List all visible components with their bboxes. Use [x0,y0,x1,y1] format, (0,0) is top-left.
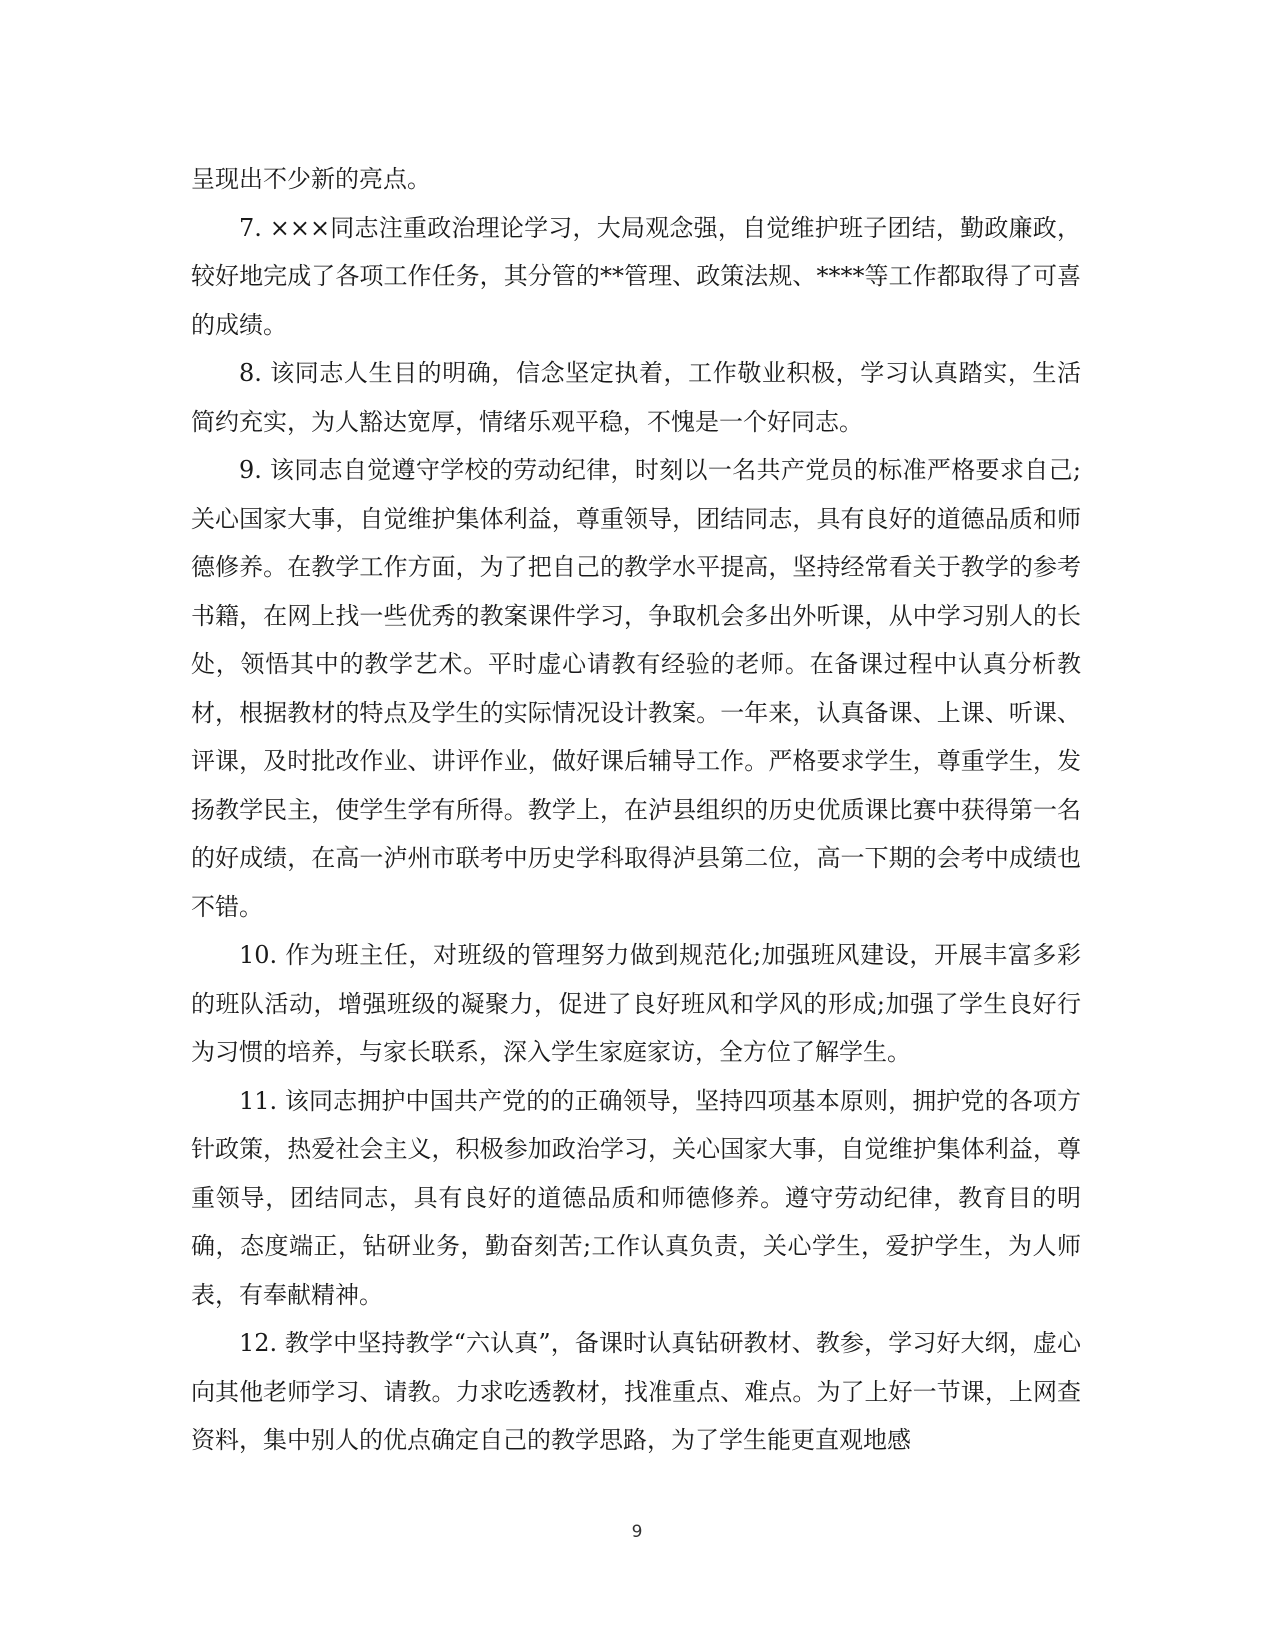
paragraph-item-8: 8. 该同志人生目的明确，信念坚定执着，工作敬业积极，学习认真踏实，生活简约充实，为人豁达宽厚，情绪乐观平稳，不愧是一个好同志。 [191,359,1081,436]
page-number: 9 [631,1522,643,1542]
paragraph-item-11: 11. 该同志拥护中国共产党的的正确领导，坚持四项基本原则，拥护党的各项方针政策，热爱社会主义，积极参加政治学习，关心国家大事，自觉维护集体利益，尊重领导，团结同志，具有良好的道德品质和师德修养。遵守劳动纪律，教育目的明确，态度端正，钻研业务，勤奋刻苦;工作认真负责，关心学生，爱护学生，为人师表，有奉献精神。 [191,1086,1081,1309]
paragraph-item-12: 12. 教学中坚持教学“六认真”，备课时认真钻研教材、教参，学习好大纲，虚心向其他老师学习、请教。力求吃透教材，找准重点、难点。为了上好一节课，上网查资料，集中别人的优点确定自己的教学思路，为了学生能更直观地感 [191,1329,1081,1454]
paragraph-continuation: 呈现出不少新的亮点。 [191,165,431,193]
paragraph-item-9: 9. 该同志自觉遵守学校的劳动纪律，时刻以一名共产党员的标准严格要求自己;关心国家大事，自觉维护集体利益，尊重领导，团结同志，具有良好的道德品质和师德修养。在教学工作方面，为了把自己的教学水平提高，坚持经常看关于教学的参考书籍，在网上找一些优秀的教案课件学习，争取机会多出外听课，从中学习别人的长处，领悟其中的教学艺术。平时虚心请教有经验的老师。在备课过程中认真分析教材，根据教材的特点及学生的实际情况设计教案。一年来，认真备课、上课、听课、评课，及时批改作业、讲评作业，做好课后辅导工作。严格要求学生，尊重学生，发扬教学民主，使学生学有所得。教学上，在泸县组织的历史优质课比赛中获得第一名的好成绩，在高一泸州市联考中历史学科取得泸县第二位，高一下期的会考中成绩也不错。 [191,456,1081,921]
paragraph-item-7: 7. ×××同志注重政治理论学习，大局观念强，自觉维护班子团结，勤政廉政，较好地完成了各项工作任务，其分管的**管理、政策法规、****等工作都取得了可喜的成绩。 [191,213,1081,339]
document-body [191,155,1081,1465]
paragraph-item-10: 10. 作为班主任，对班级的管理努力做到规范化;加强班风建设，开展丰富多彩的班队活动，增强班级的凝聚力，促进了良好班风和学风的形成;加强了学生良好行为习惯的培养，与家长联系，深入学生家庭家访，全方位了解学生。 [191,941,1081,1066]
